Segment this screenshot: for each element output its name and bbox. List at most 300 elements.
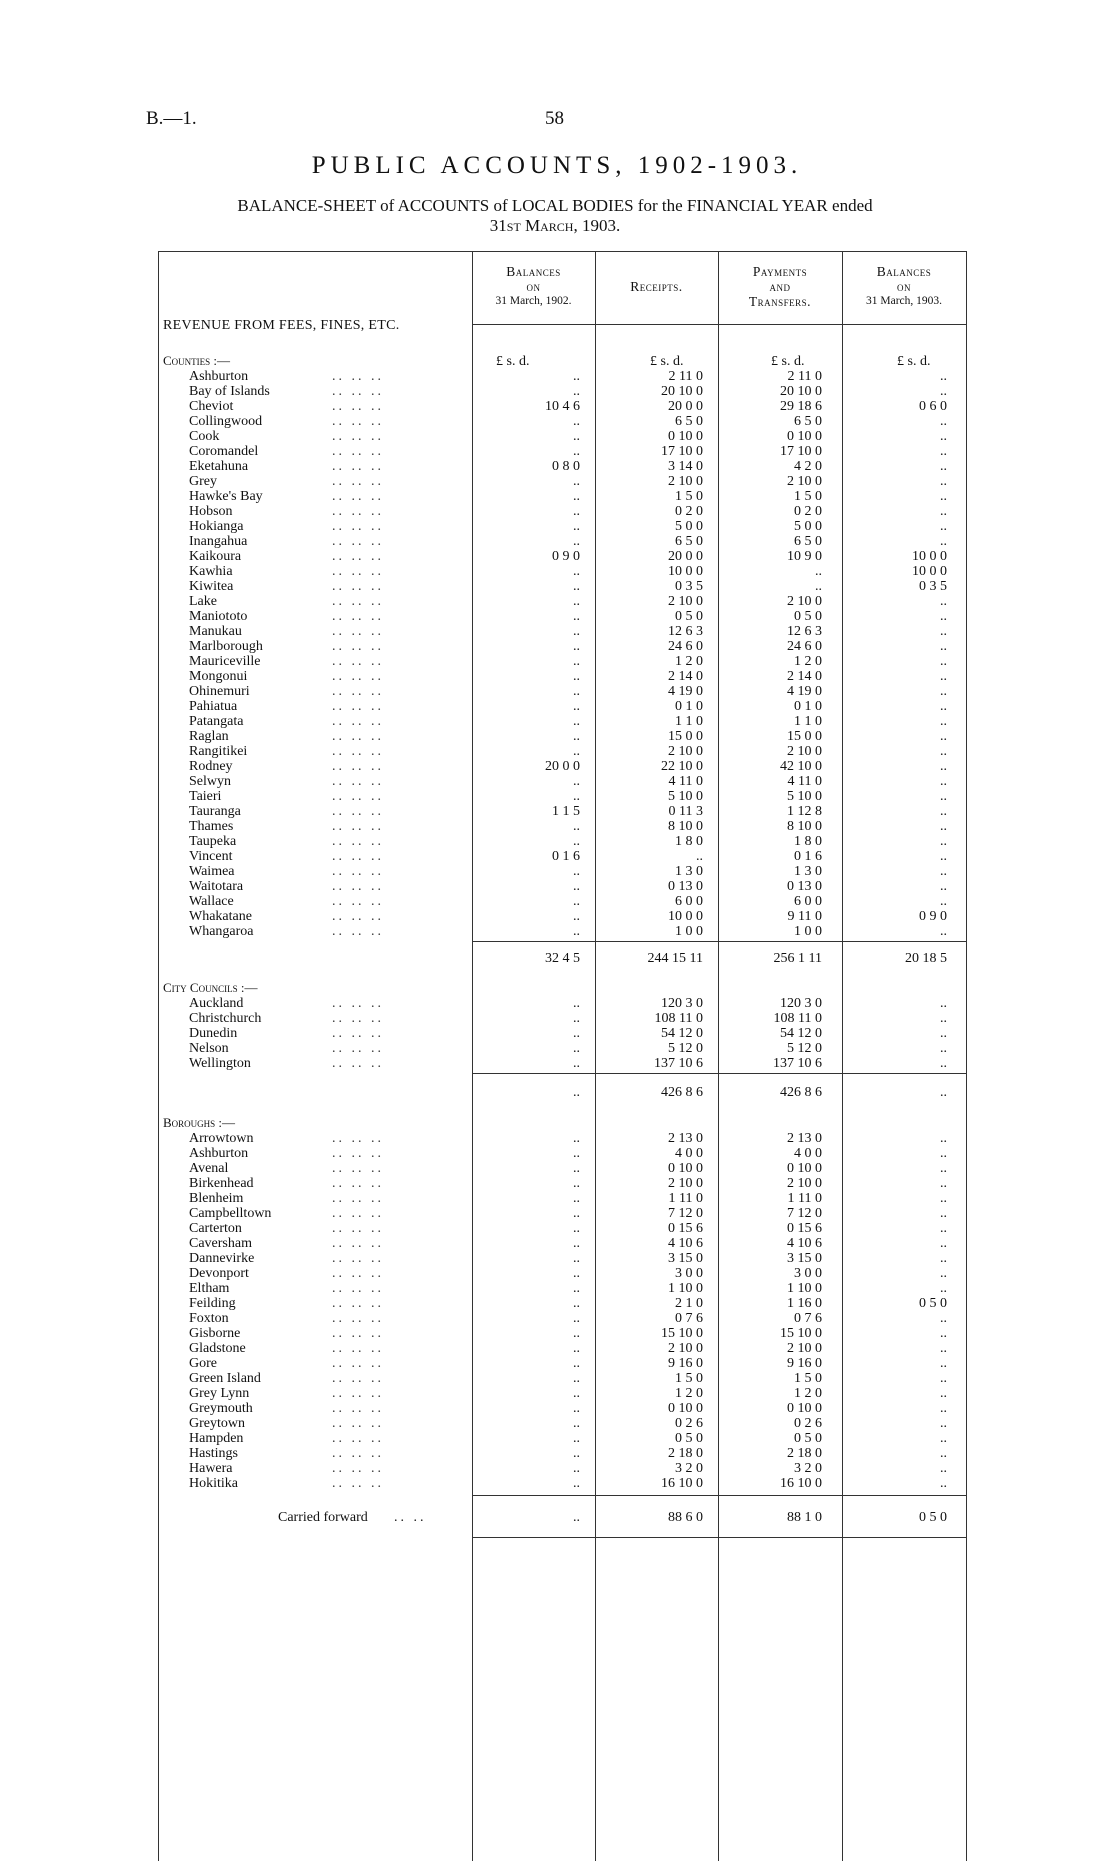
cell-c1: .. xyxy=(573,1011,580,1026)
row-name: Mongonui xyxy=(189,669,248,684)
cell-c4: .. xyxy=(940,1041,947,1056)
cell-c2: 2 1 0 xyxy=(675,1296,703,1311)
page-title: PUBLIC ACCOUNTS, 1902-1903. xyxy=(311,152,803,179)
leader-dots: .. .. .. xyxy=(332,1281,384,1296)
row-name: Lake xyxy=(189,594,217,609)
cell-c4: 0 3 5 xyxy=(919,579,947,594)
cell-c3: 1 10 0 xyxy=(787,1281,822,1296)
cell-c2: 3 15 0 xyxy=(668,1251,703,1266)
row-name: Kiwitea xyxy=(189,579,234,594)
cell-c4: .. xyxy=(940,1251,947,1266)
cell-c2: 0 5 0 xyxy=(675,1431,703,1446)
row-name: Greytown xyxy=(189,1416,245,1431)
counties-total-rule xyxy=(472,941,966,942)
row-name: Christchurch xyxy=(189,1011,262,1026)
total-c3: 426 8 6 xyxy=(780,1085,822,1100)
cell-c2: 10 0 0 xyxy=(668,564,703,579)
row-name: Raglan xyxy=(189,729,229,744)
cell-c1: .. xyxy=(573,1266,580,1281)
leader-dots: .. .. .. xyxy=(332,909,384,924)
leader-dots: .. .. .. xyxy=(332,714,384,729)
cell-c3: 15 0 0 xyxy=(787,729,822,744)
cell-c2: 0 10 0 xyxy=(668,1161,703,1176)
cell-c3: 0 10 0 xyxy=(787,1401,822,1416)
cell-c1: .. xyxy=(573,774,580,789)
cell-c1: .. xyxy=(573,654,580,669)
cell-c4: .. xyxy=(940,699,947,714)
row-name: Waitotara xyxy=(189,879,244,894)
cell-c3: 1 16 0 xyxy=(787,1296,822,1311)
cell-c1: .. xyxy=(573,579,580,594)
leader-dots: .. .. .. xyxy=(332,1191,384,1206)
cell-c3: 0 1 0 xyxy=(794,699,822,714)
cell-c4: .. xyxy=(940,714,947,729)
cell-c2: 0 2 6 xyxy=(675,1416,703,1431)
subtitle-line-1: BALANCE-SHEET of ACCOUNTS of LOCAL BODIES for the FINANCIAL YEAR ended xyxy=(237,196,873,215)
cell-c2: 4 19 0 xyxy=(668,684,703,699)
header-bottom-rule xyxy=(472,324,966,325)
cell-c2: 0 1 0 xyxy=(675,699,703,714)
page-subtitle xyxy=(140,196,970,236)
cell-c2: 3 2 0 xyxy=(675,1461,703,1476)
cell-c4: .. xyxy=(940,519,947,534)
cell-c2: 2 18 0 xyxy=(668,1446,703,1461)
cell-c4: 0 5 0 xyxy=(919,1296,947,1311)
cell-c4: .. xyxy=(940,534,947,549)
cell-c4: .. xyxy=(940,1161,947,1176)
leader-dots: .. .. .. xyxy=(332,804,384,819)
cell-c3: 0 5 0 xyxy=(794,609,822,624)
cell-c4: .. xyxy=(940,1431,947,1446)
cell-c2: 15 10 0 xyxy=(661,1326,703,1341)
row-name: Caversham xyxy=(189,1236,252,1251)
leader-dots: .. .. .. xyxy=(332,1041,384,1056)
row-name: Carterton xyxy=(189,1221,242,1236)
cell-c4: .. xyxy=(940,774,947,789)
cell-c1: .. xyxy=(573,474,580,489)
unit-label-c1: £ s. d. xyxy=(496,354,530,369)
cell-c2: 1 5 0 xyxy=(675,1371,703,1386)
cell-c1: .. xyxy=(573,1416,580,1431)
leader-dots: .. .. .. xyxy=(332,894,384,909)
cell-c2: 2 14 0 xyxy=(668,669,703,684)
leader-dots: .. .. .. xyxy=(332,1416,384,1431)
cell-c3: 2 14 0 xyxy=(787,669,822,684)
carried-forward-c4: 0 5 0 xyxy=(919,1510,947,1525)
cell-c4: .. xyxy=(940,924,947,939)
cell-c4: .. xyxy=(940,1191,947,1206)
row-name: Kaikoura xyxy=(189,549,242,564)
cell-c3: 0 2 6 xyxy=(794,1416,822,1431)
row-name: Arrowtown xyxy=(189,1131,254,1146)
cell-c1: .. xyxy=(573,414,580,429)
cell-c3: 5 10 0 xyxy=(787,789,822,804)
cell-c3: 6 5 0 xyxy=(794,414,822,429)
row-name: Coromandel xyxy=(189,444,259,459)
cell-c1: .. xyxy=(573,909,580,924)
row-name: Gisborne xyxy=(189,1326,241,1341)
unit-label-c3: £ s. d. xyxy=(771,354,805,369)
cell-c3: 15 10 0 xyxy=(780,1326,822,1341)
row-name: Hawke's Bay xyxy=(189,489,263,504)
leader-dots: .. .. .. xyxy=(332,1131,384,1146)
cell-c2: 2 13 0 xyxy=(668,1131,703,1146)
cell-c3: 2 10 0 xyxy=(787,1176,822,1191)
cell-c1: .. xyxy=(573,1386,580,1401)
cell-c4: .. xyxy=(940,1401,947,1416)
leader-dots: .. .. .. xyxy=(332,549,384,564)
cell-c4: .. xyxy=(940,834,947,849)
cell-c1: .. xyxy=(573,834,580,849)
cell-c2: 0 5 0 xyxy=(675,609,703,624)
cell-c3: 1 1 0 xyxy=(794,714,822,729)
cell-c2: 20 0 0 xyxy=(668,399,703,414)
cell-c3: 0 13 0 xyxy=(787,879,822,894)
cell-c4: .. xyxy=(940,444,947,459)
cell-c2: 9 16 0 xyxy=(668,1356,703,1371)
cell-c2: 20 10 0 xyxy=(661,384,703,399)
row-name: Campbelltown xyxy=(189,1206,272,1221)
cell-c4: .. xyxy=(940,894,947,909)
cell-c2: 1 8 0 xyxy=(675,834,703,849)
leader-dots: .. .. .. xyxy=(332,684,384,699)
cell-c4: .. xyxy=(940,1416,947,1431)
cell-c1: .. xyxy=(573,444,580,459)
leader-dots: .. .. .. xyxy=(332,699,384,714)
leader-dots: .. .. .. xyxy=(332,1146,384,1161)
cell-c1: .. xyxy=(573,429,580,444)
leader-dots: .. .. .. xyxy=(332,384,384,399)
leader-dots: .. .. .. xyxy=(332,1446,384,1461)
cell-c2: 6 5 0 xyxy=(675,414,703,429)
cell-c3: 1 12 8 xyxy=(787,804,822,819)
row-name: Ashburton xyxy=(189,1146,249,1161)
row-name: Foxton xyxy=(189,1311,229,1326)
total-c2: 244 15 11 xyxy=(647,951,703,966)
cell-c1: .. xyxy=(573,489,580,504)
cell-c1: .. xyxy=(573,1041,580,1056)
cell-c2: 5 0 0 xyxy=(675,519,703,534)
leader-dots: .. .. .. xyxy=(332,579,384,594)
cell-c1: 0 1 6 xyxy=(552,849,580,864)
carried-forward-c1: .. xyxy=(573,1510,580,1525)
cell-c2: 2 10 0 xyxy=(668,474,703,489)
cell-c2: 2 10 0 xyxy=(668,594,703,609)
cell-c4: .. xyxy=(940,594,947,609)
cell-c2: 2 10 0 xyxy=(668,744,703,759)
leader-dots: .. .. .. xyxy=(332,1206,384,1221)
cell-c4: 0 9 0 xyxy=(919,909,947,924)
revenue-heading: REVENUE FROM FEES, FINES, ETC. xyxy=(163,318,400,333)
row-name: Eketahuna xyxy=(189,459,249,474)
leader-dots: .. .. .. xyxy=(332,1371,384,1386)
cell-c4: .. xyxy=(940,1356,947,1371)
cell-c1: .. xyxy=(573,1281,580,1296)
leader-dots: .. .. .. xyxy=(332,654,384,669)
cell-c4: .. xyxy=(940,429,947,444)
leader-dots: .. .. .. xyxy=(332,864,384,879)
row-name: Gore xyxy=(189,1356,217,1371)
cell-c1: .. xyxy=(573,1431,580,1446)
row-name: Collingwood xyxy=(189,414,263,429)
cell-c4: .. xyxy=(940,489,947,504)
cell-c3: 54 12 0 xyxy=(780,1026,822,1041)
cell-c1: .. xyxy=(573,864,580,879)
row-name: Taupeka xyxy=(189,834,237,849)
row-name: Hokitika xyxy=(189,1476,238,1491)
cell-c2: 24 6 0 xyxy=(668,639,703,654)
cell-c4: .. xyxy=(940,1476,947,1491)
cell-c1: .. xyxy=(573,519,580,534)
cell-c1: .. xyxy=(573,1461,580,1476)
cell-c1: .. xyxy=(573,1311,580,1326)
cell-c4: .. xyxy=(940,1056,947,1071)
leader-dots: .. .. .. xyxy=(332,1311,384,1326)
total-c2: 426 8 6 xyxy=(661,1085,703,1100)
cell-c2: 22 10 0 xyxy=(661,759,703,774)
row-name: Wellington xyxy=(189,1056,251,1071)
cell-c1: 1 1 5 xyxy=(552,804,580,819)
cell-c4: .. xyxy=(940,804,947,819)
cell-c4: 0 6 0 xyxy=(919,399,947,414)
leader-dots: .. .. .. xyxy=(332,1461,384,1476)
leader-dots: .. .. .. xyxy=(332,414,384,429)
cell-c4: .. xyxy=(940,459,947,474)
cell-c4: 10 0 0 xyxy=(912,564,947,579)
cell-c4: .. xyxy=(940,1266,947,1281)
subtitle-line-2: 31st March, 1903. xyxy=(489,216,621,235)
cell-c4: .. xyxy=(940,624,947,639)
group-label-counties: Counties :— xyxy=(163,353,231,368)
row-name: Nelson xyxy=(189,1041,229,1056)
row-name: Pahiatua xyxy=(189,699,238,714)
cell-c1: .. xyxy=(573,504,580,519)
cell-c1: .. xyxy=(573,789,580,804)
cell-c4: .. xyxy=(940,1371,947,1386)
table-bottom-rule xyxy=(472,1537,966,1538)
cell-c1: .. xyxy=(573,684,580,699)
cell-c2: 1 3 0 xyxy=(675,864,703,879)
header-balances-1903: Balances on 31 March, 1903. xyxy=(865,264,942,307)
cell-c3: 9 16 0 xyxy=(787,1356,822,1371)
row-name: Grey xyxy=(189,474,217,489)
table-top-rule xyxy=(158,251,966,252)
cell-c3: 17 10 0 xyxy=(780,444,822,459)
cell-c3: 12 6 3 xyxy=(787,624,822,639)
row-name: Avenal xyxy=(189,1161,229,1176)
cell-c3: 5 0 0 xyxy=(794,519,822,534)
cell-c4: .. xyxy=(940,1326,947,1341)
leader-dots: .. .. .. xyxy=(332,489,384,504)
cell-c1: .. xyxy=(573,1251,580,1266)
leader-dots: .. .. .. xyxy=(332,1026,384,1041)
cell-c3: 1 0 0 xyxy=(794,924,822,939)
cell-c4: 10 0 0 xyxy=(912,549,947,564)
leader-dots: .. .. .. xyxy=(332,1251,384,1266)
leader-dots: .. .. .. xyxy=(332,1296,384,1311)
row-name: Maniototo xyxy=(189,609,248,624)
cell-c3: 29 18 6 xyxy=(780,399,822,414)
leader-dots: .. .. .. xyxy=(332,534,384,549)
cell-c1: .. xyxy=(573,879,580,894)
leader-dots: .. .. .. xyxy=(332,849,384,864)
cell-c2: 120 3 0 xyxy=(661,996,703,1011)
cell-c3: 9 11 0 xyxy=(787,909,822,924)
cell-c3: 0 1 6 xyxy=(794,849,822,864)
leader-dots: .. .. .. xyxy=(332,1431,384,1446)
leader-dots: .. .. .. xyxy=(332,759,384,774)
cell-c3: 2 10 0 xyxy=(787,594,822,609)
cell-c4: .. xyxy=(940,759,947,774)
cell-c3: 16 10 0 xyxy=(780,1476,822,1491)
cell-c4: .. xyxy=(940,1176,947,1191)
cell-c2: 0 10 0 xyxy=(668,1401,703,1416)
cell-c2: 7 12 0 xyxy=(668,1206,703,1221)
leader-dots: .. .. .. xyxy=(332,1401,384,1416)
cell-c1: .. xyxy=(573,384,580,399)
cell-c4: .. xyxy=(940,819,947,834)
cell-c3: 4 19 0 xyxy=(787,684,822,699)
cell-c2: 16 10 0 xyxy=(661,1476,703,1491)
cell-c2: 1 2 0 xyxy=(675,654,703,669)
cell-c2: 2 11 0 xyxy=(668,369,703,384)
cell-c4: .. xyxy=(940,1386,947,1401)
row-name: Dunedin xyxy=(189,1026,238,1041)
cell-c3: 137 10 6 xyxy=(773,1056,822,1071)
leader-dots: .. .. .. xyxy=(332,1056,384,1071)
row-name: Manukau xyxy=(189,624,242,639)
row-name: Greymouth xyxy=(189,1401,253,1416)
cell-c1: .. xyxy=(573,1401,580,1416)
cell-c1: .. xyxy=(573,1026,580,1041)
total-c3: 256 1 11 xyxy=(773,951,822,966)
cell-c3: 0 2 0 xyxy=(794,504,822,519)
carried-forward-c3: 88 1 0 xyxy=(787,1510,822,1525)
cell-c2: 17 10 0 xyxy=(661,444,703,459)
cell-c4: .. xyxy=(940,1221,947,1236)
cell-c2: 3 14 0 xyxy=(668,459,703,474)
cell-c3: 0 10 0 xyxy=(787,1161,822,1176)
row-name: Selwyn xyxy=(189,774,231,789)
cell-c4: .. xyxy=(940,609,947,624)
cell-c3: 0 7 6 xyxy=(794,1311,822,1326)
cell-c1: .. xyxy=(573,1326,580,1341)
cell-c1: .. xyxy=(573,564,580,579)
leader-dots: .. .. .. xyxy=(332,444,384,459)
cell-c2: 0 2 0 xyxy=(675,504,703,519)
row-name: Eltham xyxy=(189,1281,230,1296)
leader-dots: .. .. .. xyxy=(332,834,384,849)
cell-c2: 1 2 0 xyxy=(675,1386,703,1401)
carried-forward-c2: 88 6 0 xyxy=(668,1510,703,1525)
cell-c4: .. xyxy=(940,474,947,489)
leader-dots: .. .. .. xyxy=(332,594,384,609)
leader-dots: .. .. .. xyxy=(332,1221,384,1236)
cell-c2: 1 5 0 xyxy=(675,489,703,504)
header-receipts: Receipts. xyxy=(630,279,683,294)
row-name: Blenheim xyxy=(189,1191,244,1206)
cell-c2: 2 10 0 xyxy=(668,1341,703,1356)
cell-c1: .. xyxy=(573,369,580,384)
row-name: Tauranga xyxy=(189,804,241,819)
group-label-city-councils: City Councils :— xyxy=(163,980,258,995)
cell-c4: .. xyxy=(940,789,947,804)
row-name: Auckland xyxy=(189,996,244,1011)
cell-c4: .. xyxy=(940,1311,947,1326)
cell-c2: 108 11 0 xyxy=(654,1011,703,1026)
leader-dots: .. .. .. xyxy=(332,474,384,489)
cell-c3: .. xyxy=(815,564,822,579)
unit-label-c2: £ s. d. xyxy=(650,354,684,369)
cell-c2: 4 0 0 xyxy=(675,1146,703,1161)
row-name: Devonport xyxy=(189,1266,249,1281)
unit-label-c4: £ s. d. xyxy=(897,354,931,369)
leader-dots: .. .. .. xyxy=(332,1476,384,1491)
cell-c2: 4 10 6 xyxy=(668,1236,703,1251)
cell-c3: 4 0 0 xyxy=(794,1146,822,1161)
cell-c2: 1 1 0 xyxy=(675,714,703,729)
cell-c2: 6 0 0 xyxy=(675,894,703,909)
carried-forward-dots: .. .. xyxy=(394,1510,427,1525)
carried-forward-rule xyxy=(472,1495,966,1496)
row-name: Mauriceville xyxy=(189,654,261,669)
cell-c2: 6 5 0 xyxy=(675,534,703,549)
cell-c3: 6 0 0 xyxy=(794,894,822,909)
leader-dots: .. .. .. xyxy=(332,789,384,804)
carried-forward-label: Carried forward xyxy=(278,1510,368,1525)
row-name: Hawera xyxy=(189,1461,233,1476)
row-name: Vincent xyxy=(189,849,233,864)
row-name: Bay of Islands xyxy=(189,384,270,399)
cell-c1: .. xyxy=(573,534,580,549)
cell-c3: 1 2 0 xyxy=(794,1386,822,1401)
cell-c2: 10 0 0 xyxy=(668,909,703,924)
cell-c4: .. xyxy=(940,669,947,684)
cell-c2: 20 0 0 xyxy=(668,549,703,564)
row-name: Cheviot xyxy=(189,399,234,414)
cell-c3: 1 2 0 xyxy=(794,654,822,669)
row-name: Whangaroa xyxy=(189,924,254,939)
leader-dots: .. .. .. xyxy=(332,879,384,894)
cell-c4: .. xyxy=(940,1146,947,1161)
cell-c2: 5 12 0 xyxy=(668,1041,703,1056)
cell-c1: .. xyxy=(573,1296,580,1311)
cell-c1: 0 8 0 xyxy=(552,459,580,474)
cell-c1: .. xyxy=(573,1161,580,1176)
cell-c4: .. xyxy=(940,414,947,429)
cell-c3: 24 6 0 xyxy=(787,639,822,654)
row-name: Rodney xyxy=(189,759,233,774)
cell-c2: 3 0 0 xyxy=(675,1266,703,1281)
cell-c2: 1 10 0 xyxy=(668,1281,703,1296)
total-c4: .. xyxy=(940,1085,947,1100)
cell-c2: 4 11 0 xyxy=(668,774,703,789)
cell-c1: .. xyxy=(573,624,580,639)
city-councils-total-rule xyxy=(472,1073,966,1074)
leader-dots: .. .. .. xyxy=(332,744,384,759)
cell-c3: 3 2 0 xyxy=(794,1461,822,1476)
cell-c2: 0 11 3 xyxy=(668,804,703,819)
cell-c3: 0 10 0 xyxy=(787,429,822,444)
cell-c2: 2 10 0 xyxy=(668,1176,703,1191)
cell-c3: 20 10 0 xyxy=(780,384,822,399)
row-name: Waimea xyxy=(189,864,235,879)
leader-dots: .. .. .. xyxy=(332,459,384,474)
cell-c4: .. xyxy=(940,369,947,384)
cell-c3: 2 11 0 xyxy=(787,369,822,384)
page-number: 58 xyxy=(545,108,564,129)
cell-c4: .. xyxy=(940,879,947,894)
